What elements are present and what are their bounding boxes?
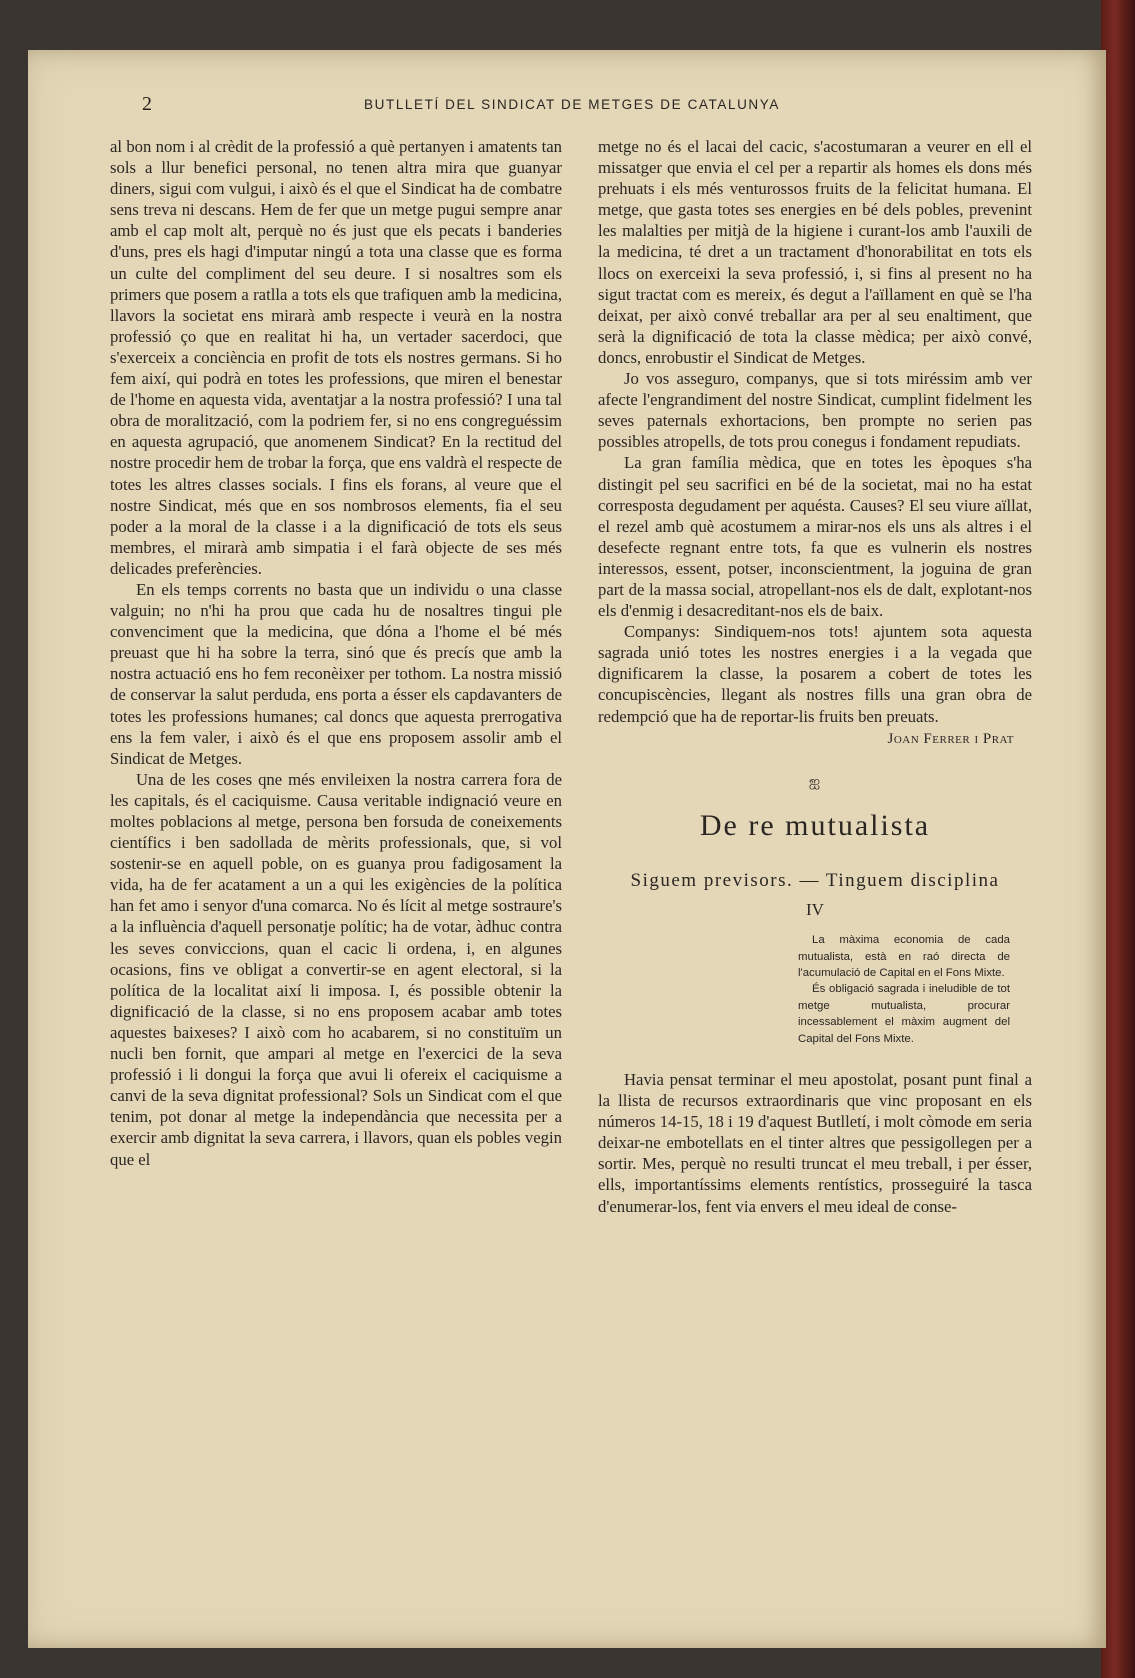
section-subtitle: Siguem previsors. — Tinguem disciplina [630, 869, 1000, 891]
ornament-icon: ஐ [808, 774, 822, 790]
epigraph-line: És obligació sagrada i ineludible de tot metge mutualista, procurar incessablement el màxim augment del Capital del Fons Mixte. [798, 983, 1010, 1045]
paragraph: Una de les coses qne més envileixen la nostra carrera fora de les capitals, és el caciquisme. Causa veritable indignació veure en moltes poblacions al metge, persona ben forsuda de coneixements científics i ben sadollada de mèrits professionals, que, si vol sostenir-se en aquell poble, on es guanya prou fadigosament la vida, ha de fer acatament a un a qui les exigències de la política han fet amo i senyor d'una comarca. No és lícit al metge sostraure's a la influència d'aquell personatje polític; ha de votar, àdhuc contra les seves conviccions, quan el cacic li ordena, i, en algunes ocasions, fins ve obligat a convertir-se en agent electoral, si la política de la localitat així li imposa. I, és possible obtenir la dignificació de la classe, si no ens proposem acabar amb totes aquestes baixeses? I això com ho acabarem, si no constituïm un nucli ben fornit, que ampari al metge en l'exercici de la seva professió i li dongui la força que avui li ofereix el caciquisme a canvi de la seva dignitat professional? Sols un Sindicat com el que tenim, pot donar al metge la independància que necessita per a exercir amb dignitat la seva carrera, i llavors, quan els pobles vegin que el [110, 769, 562, 1169]
paragraph: La gran família mèdica, que en totes les èpoques s'ha distingit pel seu sacrifici en bé de la societat, mai no ha estat corresposta degudament per aquésta. Causes? El seu viure aïllat, el rezel amb què acostumem a mirar-nos els uns als altres i el desefecte regnant entre tots, fa que es vulnerin els nostres interessos, essent, potser, inconscientment, la joguina de gran part de la massa social, atropellant-nos els de dalt, explotant-nos els d'enmig i desacreditant-nos els de baix. [598, 453, 1032, 621]
paragraph: metge no és el lacai del cacic, s'acostumaran a veurer en ell el missatger que envia el cel per a repartir als homes els dons més prehuats i els més venturossos fruits de la felicitat humana. El metge, que gasta totes ses energies en bé dels pobles, prevenint les malalties per mitjà de la higiene i curant-los amb l'auxili de la medicina, té dret a un tractament d'honorabilitat en tots els llocs on exerceixi la seva professió, i, si fins al present no ha sigut tractat com es mereix, és degut a l'aïllament en què se l'ha deixat, per això convé treballar ara per al seu enaltiment, que serà la dignificació de tota la classe mèdica; per això convé, doncs, enrobustir el Sindicat de Metges. [598, 137, 1032, 367]
page-header [112, 93, 1032, 117]
paragraph: Jo vos asseguro, companys, que si tots miréssim amb ver afecte l'engrandiment del nostre Sindicat, cumplint fidelment les seves paternals exhortacions, ben prompte no serien pas possibles atropells, de tots prou conegus i fondament repudiats. [598, 369, 1032, 452]
paragraph: En els temps corrents no basta que un individu o una classe valguin; no n'hi ha prou que cada hu de nosaltres tingui ple convenciment que la medicina, que dóna a l'home el bé més preuast que hi ha sobre la terra, sinó que és precís que amb la nostra actuació ens ho fem reconèixer per tothom. La nostra missió de conservar la salut perduda, ens porta a ésser els capdavanters de totes les professions humanes; cal doncs que aquesta prerrogativa ens la fem valer, i això és el que ens proposem assolir amb el Sindicat de Metges. [110, 579, 562, 768]
paragraph: Havia pensat terminar el meu apostolat, posant punt final a la llista de recursos extraordinaris que vinc proposant en els números 14-15, 18 i 19 d'aquest Butlletí, i molt còmode em seria deixar-ne embotellats en el tinter altres que pessigollegen per a sortir. Mes, perquè no resulti truncat el meu treball, i per ésser, ells, importantíssims elements rentístics, prosseguiré la tasca d'enumerar-los, fent via envers el meu ideal de conse- [598, 1069, 1032, 1216]
book-spine [1101, 0, 1135, 1678]
paragraph: Companys: Sindiquem-nos tots! ajuntem sota aquesta sagrada unió totes les nostres energies i a la vegada que dignificarem la classe, la posarem a cobert de totes les concupiscències, llegant als nostres fills una gran obra de redempció que ha de reportar-lis fruits ben preuats. [598, 622, 1032, 726]
paragraph: al bon nom i al crèdit de la professió a què pertanyen i amatents tan sols a llur benefici personal, no tenen altra mira que guanyar diners, sigui com vulgui, i això és el que el Sindicat ha de combatre sens treva ni descans. Hem de fer que un metge pugui sempre anar amb el cap molt alt, perquè no és just que els pecats i banderies d'uns, pres els hagi d'imputar ningú a tota una classe que es forma un culte del compliment del seu deure. I si nosaltres som els primers que posem a ratlla a tots els que trafiquen amb la medicina, llavors la societat ens mirarà amb respecte i veurà en la nostra professió ço que en realitat hi ha, un vertader sacerdoci, que s'exerceix a conciència en profit de tots els nostres germans. Si ho fem així, qui podrà en totes les professions, que miren el benestar de l'home en aquesta vida, aventatjar a la nostra professió? I una tal obra de moralització, com la podriem fer, si no ens congreguéssim en aquesta agrupació, que anomenem Sindicat? En la rectitud del nostre procedir hem de trobar la força, que ens valdrà el respecte de totes les altres classes socials. I fins els forans, al veure que el nostre Sindicat, més que en sos nombrosos elements, fia el seu poder a la moral de la classe i a la dignificació de tots els seus membres, el mirarà amb simpatia i el farà objecte de ses més delicades preferències. [110, 137, 562, 578]
right-column [598, 136, 1032, 1217]
author-signature: Joan Ferrer i Prat [887, 730, 1014, 747]
part-number: IV [806, 900, 824, 919]
page-number: 2 [142, 93, 152, 115]
epigraph-line: La màxima economia de cada mutualista, està en raó directa de l'acumulació de Capital en el Fons Mixte. [798, 934, 1010, 979]
section-title: De re mutualista [699, 808, 931, 842]
epigraph [798, 932, 1010, 1047]
running-title: BUTLLETÍ DEL SINDICAT DE METGES DE CATALUNYA [364, 97, 780, 112]
left-column [110, 136, 562, 1170]
